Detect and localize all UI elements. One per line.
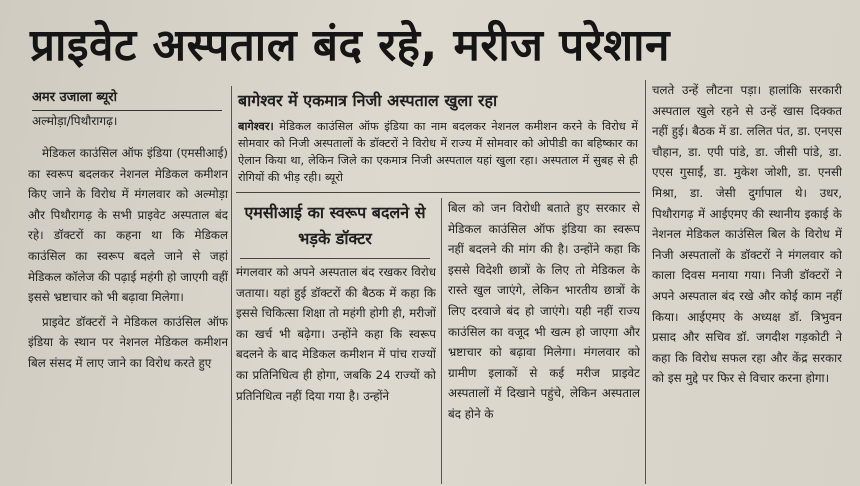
paragraph: प्राइवेट डॉक्टरों ने मेडिकल काउंसिल ऑफ इंडिया के स्थान पर नेशनल मेडिकल कमीशन बिल संसद में लाए जाने का विरोध करते हुए [28,314,228,370]
paragraph: मंगलवार को अपने अस्पताल बंद रखकर विरोध जताया। यहां हुई डॉक्टरों की बैठक में कहा कि इससे चिकित्सा शिक्षा तो महंगी होगी ही, मरीजों का खर्च भी बढ़ेगा। उन्होंने कहा कि स्वरूप बदलने के बाद मेडिकल कमीशन में पांच राज्यों का प्रतिनिधित्व ही होगा, जबकि 24 राज्यों को प्रतिनिधित्व नहीं दिया गया है। उन्होंने [236,265,436,403]
kicker-rule [240,258,430,259]
box-dateline: बागेश्वर। [238,120,274,133]
column-rule [645,80,646,484]
article-column-2 [236,262,436,484]
article-column-1 [28,143,228,483]
horizontal-rule [236,192,640,193]
bureau-credit: अमर उजाला ब्यूरो [32,90,117,105]
box-subheadline: बागेश्वर में एकमात्र निजी अस्पताल खुला रहा [238,91,498,110]
kicker-headline: एमसीआई का स्वरूप बदलने से भड़के डॉक्टर [244,203,426,248]
byline-block [32,88,222,131]
column-rule [441,198,442,484]
paragraph: मेडिकल काउंसिल ऑफ इंडिया (एमसीआई) का स्वरूप बदलकर नेशनल मेडिकल कमीशन किए जाने के विरोध में मंगलवार को अल्मोड़ा और पिथौरागढ़ के सभी प्राइवेट अस्पताल बंद रहे। डॉक्टरों का कहना था कि मेडिकल काउंसिल का स्वरूप बदले जाने से जहां मेडिकल कॉलेज की पढ़ाई महंगी हो जाएगी वहीं इससे भ्रष्टाचार को भी बढ़ावा मिलेगा। [28,146,228,305]
boxed-news-item [238,118,638,186]
paragraph: बिल को जन विरोधी बताते हुए सरकार से मेडिकल काउंसिल ऑफ इंडिया का स्वरूप नहीं बदलने की मांग की है। उन्होंने कहा कि इससे विदेशी छात्रों के लिए तो मेडिकल के रास्ते खुल जाएंगे, लेकिन भारतीय छात्रों के लिए दरवाजे बंद हो जाएंगे। यही नहीं राज्य काउंसिल का वजूद भी खत्म हो जाएगा और भ्रष्टाचार को बढ़ावा मिलेगा। मंगलवार को ग्रामीण इलाकों से कई मरीज प्राइवेट अस्पतालों में दिखाने पहुंचे, लेकिन अस्पताल बंद होने के [448,201,640,421]
column-rule [231,86,232,484]
headline: प्राइवेट अस्पताल बंद रहे, मरीज परेशान [30,20,670,71]
article-column-3 [448,198,640,484]
paragraph: चलते उन्हें लौटना पड़ा। हालांकि सरकारी अस्पताल खुले रहने से उन्हें खास दिक्कत नहीं हुई। बैठक में डा. ललित पंत, डा. एनएस चौहान, डा. एपी पांडे, डा. जीसी पांडे, डा. एएस गुसाईं, डा. मुकेश जोशी, डा. एनसी मिश्रा, डा. जेसी दुर्गापाल थे। उधर, पिथौरागढ़ में आईएमए की स्थानीय इकाई के नेशनल मेडिकल काउंसिल बिल के विरोध में निजी अस्पतालों के डॉक्टरों ने मंगलवार को काला दिवस मनाया गया। निजी डॉक्टरों ने अपने अस्पताल बंद रखे और कोई काम नहीं किया। आईएमए के अध्यक्ष डॉ. त्रिभुवन प्रसाद और सचिव डॉ. जगदीश गड़कोटी ने कहा कि विरोध सफल रहा और केंद्र सरकार को इस मुद्दे पर फिर से विचार करना होगा। [652,83,842,386]
dateline: अल्मोड़ा/पिथौरागढ़। [32,110,222,131]
box-body: मेडिकल काउंसिल ऑफ इंडिया का नाम बदलकर नेशनल कमीशन करने के विरोध में सोमवार को निजी अस्पतालों के डॉक्टरों ने विरोध में राज्य में सोमवार को ओपीडी का बहिष्कार का ऐलान किया था, लेकिन जिले का एकमात्र निजी अस्पताल यहां खुला रहा। अस्पताल में सुबह से ही रोगियों की भीड़ रही। ब्यूरो [238,120,638,184]
article-column-4 [652,80,842,480]
